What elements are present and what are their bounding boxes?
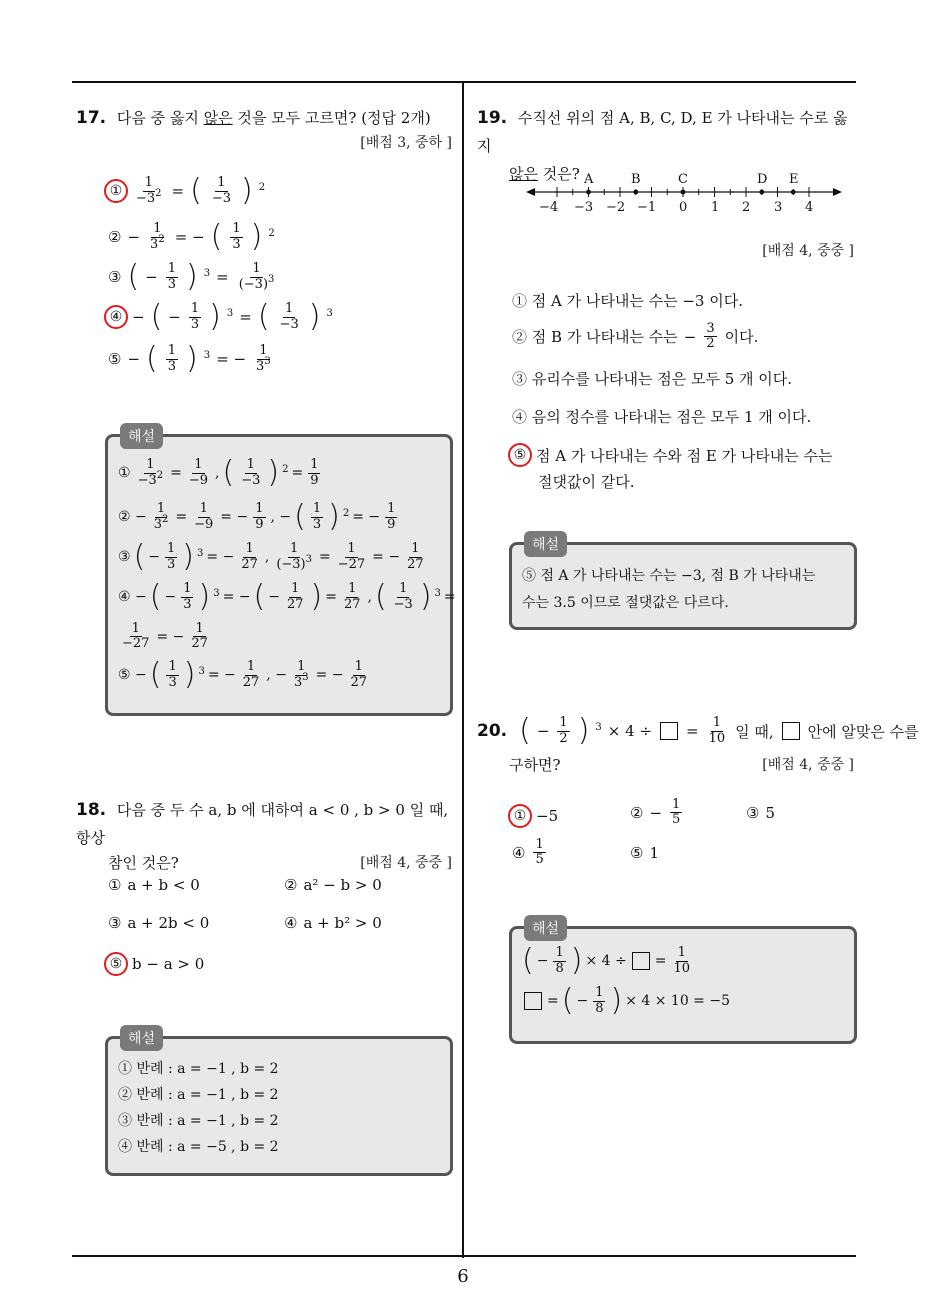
q19-option-5-cont: 절댓값이 같다. xyxy=(538,473,635,491)
q19-option-4[interactable]: ④ 음의 정수를 나타내는 점은 모두 1 개 이다. xyxy=(512,408,812,426)
q17-explain-line-3: ③ ( − $\frac{1}{3}$ ) $^3$ = − $\frac{1}{27}$ , $\frac{1}{(-3)^3}$ = $\frac{1}{-27}$ = − $\frac{1}{27}$ xyxy=(118,539,424,574)
q18-option-5[interactable]: ⑤ b − a > 0 xyxy=(108,952,204,976)
blank-box xyxy=(660,722,678,740)
question-text: 수직선 위의 점 A, B, C, D, E 가 나타내는 수로 옳지 xyxy=(477,109,848,155)
question-19: 19. 수직선 위의 점 A, B, C, D, E 가 나타내는 수로 옳지 않은 것은? xyxy=(477,108,848,183)
q17-option-3[interactable]: ③ ( − $\frac{1}{3}$ ) $^3$ = $\frac{1}{(-3)^3}$ xyxy=(108,259,275,294)
column-divider xyxy=(462,83,464,1258)
q19-option-5[interactable]: ⑤ 점 A 가 나타내는 수와 점 E 가 나타내는 수는 xyxy=(512,443,833,467)
selected-answer-circle: ① xyxy=(508,804,532,828)
tick-label: −1 xyxy=(637,200,657,215)
question-18 xyxy=(76,796,452,873)
q20-explain-line-1: ( − $\frac{1}{8}$ ) × 4 ÷ = $\frac{1}{10}$ xyxy=(522,943,691,978)
q19-explain-line-1: ⑤ 점 A 가 나타내는 수는 −3, 점 B 가 나타내는 xyxy=(522,568,816,584)
q17-explain-line-1: ① $\frac{1}{-3^2}$ = $\frac{1}{-9}$ , ( $\frac{1}{-3}$ ) $^2$ = $\frac{1}{9}$ xyxy=(118,455,319,490)
q18-explain-line-2: ② 반례 : a = −1 , b = 2 xyxy=(118,1087,279,1103)
q19-option-3[interactable]: ③ 유리수를 나타내는 점은 모두 5 개 이다. xyxy=(512,370,793,388)
q17-explain-line-4: ④ − ( − $\frac{1}{3}$ ) $^3$ = − ( − $\frac{1}{27}$ ) = $\frac{1}{27}$ , ( $\frac{1}{-3}$ ) $^3$ = xyxy=(118,579,456,614)
left-arrow xyxy=(526,188,535,196)
question-text-underlined: 않은 xyxy=(509,165,538,183)
q18-explain-line-3: ③ 반례 : a = −1 , b = 2 xyxy=(118,1113,279,1129)
q20-option-3[interactable]: ③ 5 xyxy=(746,804,775,822)
explanation-tag: 해설 xyxy=(524,915,567,941)
q19-option-2[interactable]: ② 점 B 가 나타내는 수는 − $\frac{3}{2}$ 이다. xyxy=(512,321,759,352)
q17-option-2[interactable]: ② − $\frac{1}{3^2}$ = − ( $\frac{1}{3}$ ) $^2$ xyxy=(108,219,275,254)
tick-label: −4 xyxy=(539,200,559,215)
number-line-point xyxy=(633,190,638,195)
score-meta: [배점 3, 중하 ] xyxy=(360,135,452,151)
point-label-d: D xyxy=(757,172,768,187)
number-line-point xyxy=(759,190,764,195)
question-text: 다음 중 두 수 a, b 에 대하여 a < 0 , b > 0 일 때, 항상 xyxy=(76,801,449,847)
question-20: 20. ( − $\frac{1}{2}$ ) $^3$ × 4 ÷ = $\frac{1}{10}$ 일 때, 안에 알맞은 수를 xyxy=(477,713,919,748)
tick-label: 3 xyxy=(774,200,783,215)
point-label-a: A xyxy=(584,172,594,187)
question-number: 19. xyxy=(477,108,508,128)
q18-explain-line-4: ④ 반례 : a = −5 , b = 2 xyxy=(118,1139,279,1155)
q17-option-5[interactable]: ⑤ − ( $\frac{1}{3}$ ) $^3$ = − $\frac{1}{3^3}$ xyxy=(108,341,271,376)
q20-line-2 xyxy=(509,754,854,775)
q20-option-4[interactable]: ④ $\frac{1}{5}$ xyxy=(512,837,544,868)
q20-option-1[interactable]: ① −5 xyxy=(512,804,558,828)
right-arrow xyxy=(833,188,842,196)
q20-option-2[interactable]: ② − $\frac{1}{5}$ xyxy=(630,797,681,828)
tick-label: −3 xyxy=(574,200,594,215)
q20-explain-line-2: = ( − $\frac{1}{8}$ ) × 4 × 10 = −5 xyxy=(522,986,730,1016)
selected-answer-circle: ① xyxy=(104,179,128,203)
q17-explain-line-5: ⑤ − ( $\frac{1}{3}$ ) $^3$ = − $\frac{1}{27}$ , − $\frac{1}{3^3}$ = − $\frac{1}{27}$ xyxy=(118,657,368,692)
score-meta: [배점 4, 중중 ] xyxy=(360,855,452,871)
q20-option-5[interactable]: ⑤ 1 xyxy=(630,844,659,862)
q17-option-1[interactable]: ① $\frac{1}{-3^2}$ = ( $\frac{1}{-3}$ ) $^2$ xyxy=(108,176,265,206)
q18-option-1[interactable]: ① a + b < 0 xyxy=(108,876,200,894)
point-label-e: E xyxy=(789,172,799,187)
tick-label: 2 xyxy=(742,200,751,215)
question-number: 20. xyxy=(477,721,508,741)
question-number: 17. xyxy=(76,108,107,128)
tick-label: 4 xyxy=(805,200,814,215)
q19-option-1[interactable]: ① 점 A 가 나타내는 수는 −3 이다. xyxy=(512,292,743,310)
explanation-tag: 해설 xyxy=(120,1025,163,1051)
q17-option-4[interactable]: ④ − ( − $\frac{1}{3}$ ) $^3$ = ( $\frac{1}{-3}$ ) $^3$ xyxy=(108,302,333,332)
point-label-b: B xyxy=(631,172,641,187)
q17-explain-line-4b: $\frac{1}{-27}$ = − $\frac{1}{27}$ xyxy=(122,621,208,652)
explanation-tag: 해설 xyxy=(120,423,163,449)
bottom-rule xyxy=(72,1255,856,1257)
question-text-2: 구하면? xyxy=(509,756,561,774)
selected-answer-circle: ④ xyxy=(104,305,128,329)
q18-option-4[interactable]: ④ a + b² > 0 xyxy=(284,914,382,932)
selected-answer-circle: ⑤ xyxy=(104,952,128,976)
number-line-point xyxy=(681,190,686,195)
q17-explain-line-2: ② − $\frac{1}{3^2}$ = $\frac{1}{-9}$ = − $\frac{1}{9}$ , − ( $\frac{1}{3}$ ) $^2$ = − $\frac{1}{9}$ xyxy=(118,499,396,534)
score-meta: [배점 4, 중중 ] xyxy=(762,243,854,259)
page-number: 6 xyxy=(457,1266,469,1287)
selected-answer-circle: ⑤ xyxy=(508,443,532,467)
question-text-2: 참인 것은? xyxy=(108,854,179,872)
q18-option-3[interactable]: ③ a + 2b < 0 xyxy=(108,914,210,932)
q19-explanation-panel xyxy=(509,537,857,630)
top-rule xyxy=(72,81,856,83)
score-meta: [배점 4, 중중 ] xyxy=(762,757,854,773)
tick-label: 0 xyxy=(679,200,688,215)
number-line-point xyxy=(791,190,796,195)
tick-label: 1 xyxy=(711,200,720,215)
point-label-c: C xyxy=(678,172,688,187)
q18-explain-line-1: ① 반례 : a = −1 , b = 2 xyxy=(118,1061,279,1077)
question-text: 다음 중 옳지 않은 것을 모두 고르면? (정답 2개) xyxy=(116,109,431,127)
explanation-tag: 해설 xyxy=(524,531,567,557)
tick-label: −2 xyxy=(606,200,626,215)
question-17 xyxy=(76,104,452,152)
q18-option-2[interactable]: ② a² − b > 0 xyxy=(284,876,382,894)
q19-explain-line-2: 수는 3.5 이므로 절댓값은 다르다. xyxy=(522,595,729,611)
number-line-point xyxy=(586,190,591,195)
question-number: 18. xyxy=(76,800,107,820)
blank-box xyxy=(782,722,800,740)
